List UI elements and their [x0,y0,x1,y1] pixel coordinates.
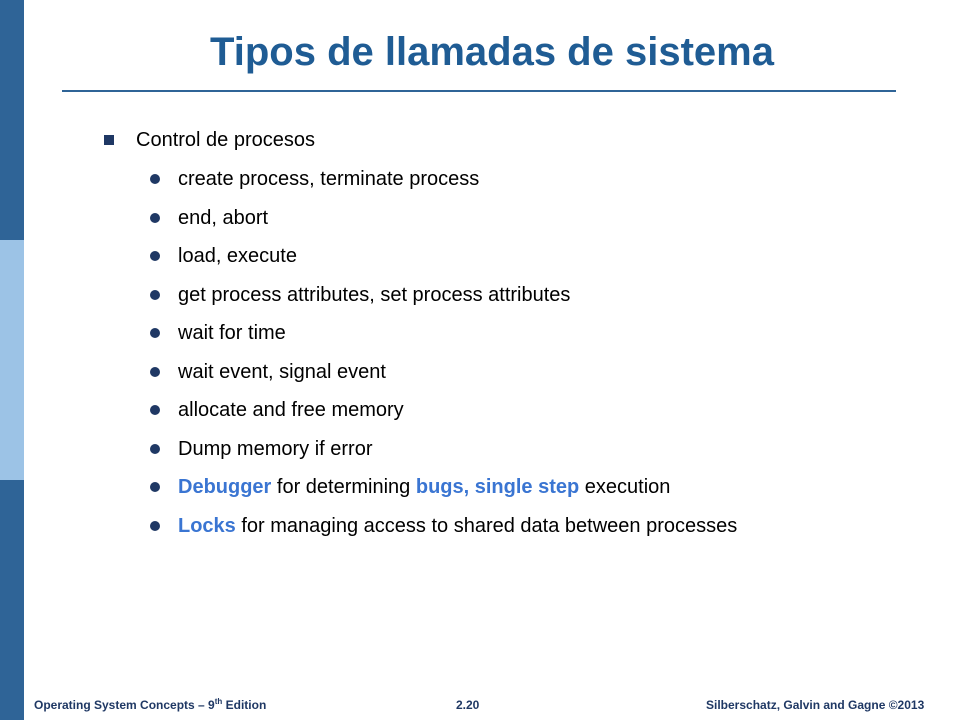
list-item-text [178,167,479,191]
item-text-part: wait for time [178,322,286,344]
item-text-part: get process attributes, set process attributes [178,283,571,306]
round-bullet-icon [150,367,160,377]
footer-title-text: Operating System Concepts – 9 [34,698,215,712]
round-bullet-icon [150,290,160,300]
round-bullet-icon [150,521,160,531]
list-item-text [178,475,670,499]
highlighted-term: Locks [178,514,236,537]
slide-title: Tipos de llamadas de sistema [210,30,774,74]
footer-book-title [34,697,266,713]
item-text-part: create process, terminate process [178,168,480,190]
round-bullet-icon [150,174,160,184]
item-text-part: allocate and free memory [178,399,404,421]
round-bullet-icon [150,213,160,223]
list-item-text [178,360,386,384]
round-bullet-icon [150,251,160,261]
round-bullet-icon [150,405,160,415]
list-item-text [178,283,570,307]
section-label: Control de procesos [136,129,315,151]
list-item-text [178,321,286,345]
item-text-part: for determining [271,476,416,498]
round-bullet-icon [150,444,160,454]
page-number: 2.20 [456,698,480,712]
item-text-part: end, abort [178,206,269,229]
footer-title-sup: th [214,697,223,706]
list-item-text [178,244,297,268]
list-item-text [178,437,372,461]
item-text-part: for managing access to shared data between processes [235,514,738,537]
item-text-part: wait event, signal event [178,360,386,383]
round-bullet-icon [150,482,160,492]
item-text-part: load, execute [178,245,297,267]
highlighted-term: Debugger [178,476,272,498]
highlighted-term: bugs, single step [415,476,580,498]
square-bullet-icon [104,135,114,145]
list-item-text [178,206,268,230]
footer-title-suffix: Edition [222,698,267,712]
footer-authors: Silberschatz, Galvin and Gagne ©2013 [706,698,925,712]
list-item-text [178,398,404,422]
item-text-part: execution [579,476,671,498]
round-bullet-icon [150,328,160,338]
list-item-text [178,514,737,538]
item-text-part: Dump memory if error [178,437,373,460]
